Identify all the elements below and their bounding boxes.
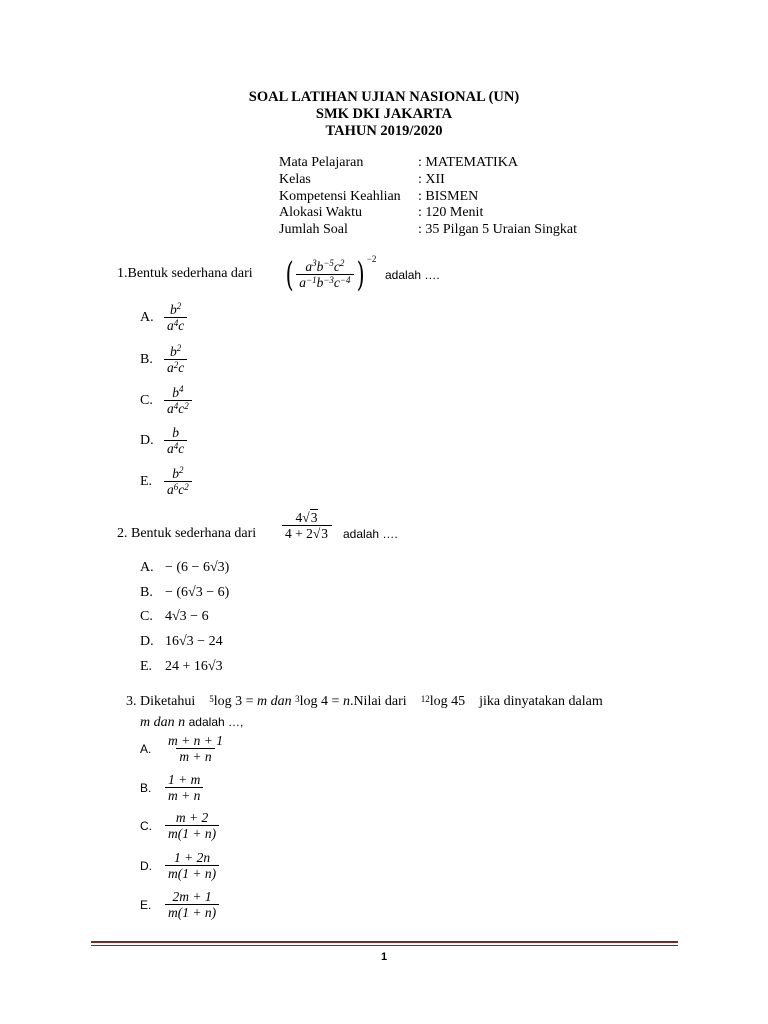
option-a[interactable]: A. $\frac{m + n + 1}{m + n}$ (140, 733, 223, 764)
footer-divider-thin (91, 945, 678, 946)
info-value: : BISMEN (418, 189, 479, 204)
info-value: : MATEMATIKA (418, 155, 518, 170)
question-2-expression: $\frac{4√3}{4 + 2√3}$ (282, 510, 332, 542)
info-label: Alokasi Waktu (279, 205, 362, 220)
question-1-prefix: 1.Bentuk sederhana dari (117, 266, 253, 281)
question-1-suffix: adalah …. (385, 268, 440, 282)
info-label: Jumlah Soal (279, 222, 348, 237)
question-2-suffix: adalah …. (343, 527, 398, 541)
footer-divider (91, 941, 678, 943)
option-b[interactable]: B. − (6√3 − 6) (140, 585, 230, 600)
info-value: : 120 Menit (418, 205, 484, 220)
option-c[interactable]: C. $\frac{b^4}{a^4c^2}$ (140, 385, 192, 417)
page-number: 1 (380, 951, 388, 963)
option-d[interactable]: D. $\frac{b}{a^4c}$ (140, 425, 187, 457)
option-d[interactable]: D. 16√3 − 24 (140, 634, 223, 649)
info-value: : 35 Pilgan 5 Uraian Singkat (418, 222, 578, 237)
question-2-prefix: 2. Bentuk sederhana dari (117, 526, 257, 541)
option-a[interactable]: A. $\frac{b^2}{a^4c}$ (140, 302, 187, 334)
title-line-1: SOAL LATIHAN UJIAN NASIONAL (UN) (248, 89, 520, 105)
option-c[interactable]: C. $\frac{m + 2}{m(1 + n)}$ (140, 810, 219, 842)
option-e[interactable]: E. $\frac{b^2}{a^6c^2}$ (140, 466, 192, 498)
question-1-expression: ( $\frac{a^3b^{-5}c^2}{a^{-1}b^{-3}c^{-4}}$ ) $^{-2}$ (285, 254, 377, 295)
option-e[interactable]: E. 24 + 16√3 (140, 659, 223, 674)
title-line-3: TAHUN 2019/2020 (325, 123, 443, 139)
question-3-line-2: m dan n adalah …, (140, 715, 244, 730)
info-label: Kompetensi Keahlian (279, 189, 401, 204)
info-label: Mata Pelajaran (279, 155, 364, 170)
question-3-line-1: 3. Diketahui $^5$log 3 = m dan $^3$log 4 = n .Nilai dari $^{12}$log 45 jika dinyatakan dalam (126, 694, 603, 709)
option-c[interactable]: C. 4√3 − 6 (140, 609, 209, 624)
info-value: : XII (418, 172, 445, 187)
title-line-2: SMK DKI JAKARTA (315, 106, 453, 122)
option-a[interactable]: A. − (6 − 6√3) (140, 560, 230, 575)
option-b[interactable]: B. $\frac{1 + m}{m + n}$ (140, 772, 203, 804)
option-b[interactable]: B. $\frac{b^2}{a^2c}$ (140, 344, 187, 376)
info-label: Kelas (279, 172, 311, 187)
option-d[interactable]: D. $\frac{1 + 2n}{m(1 + n)}$ (140, 850, 219, 882)
option-e[interactable]: E. $\frac{2m + 1}{m(1 + n)}$ (140, 889, 219, 921)
